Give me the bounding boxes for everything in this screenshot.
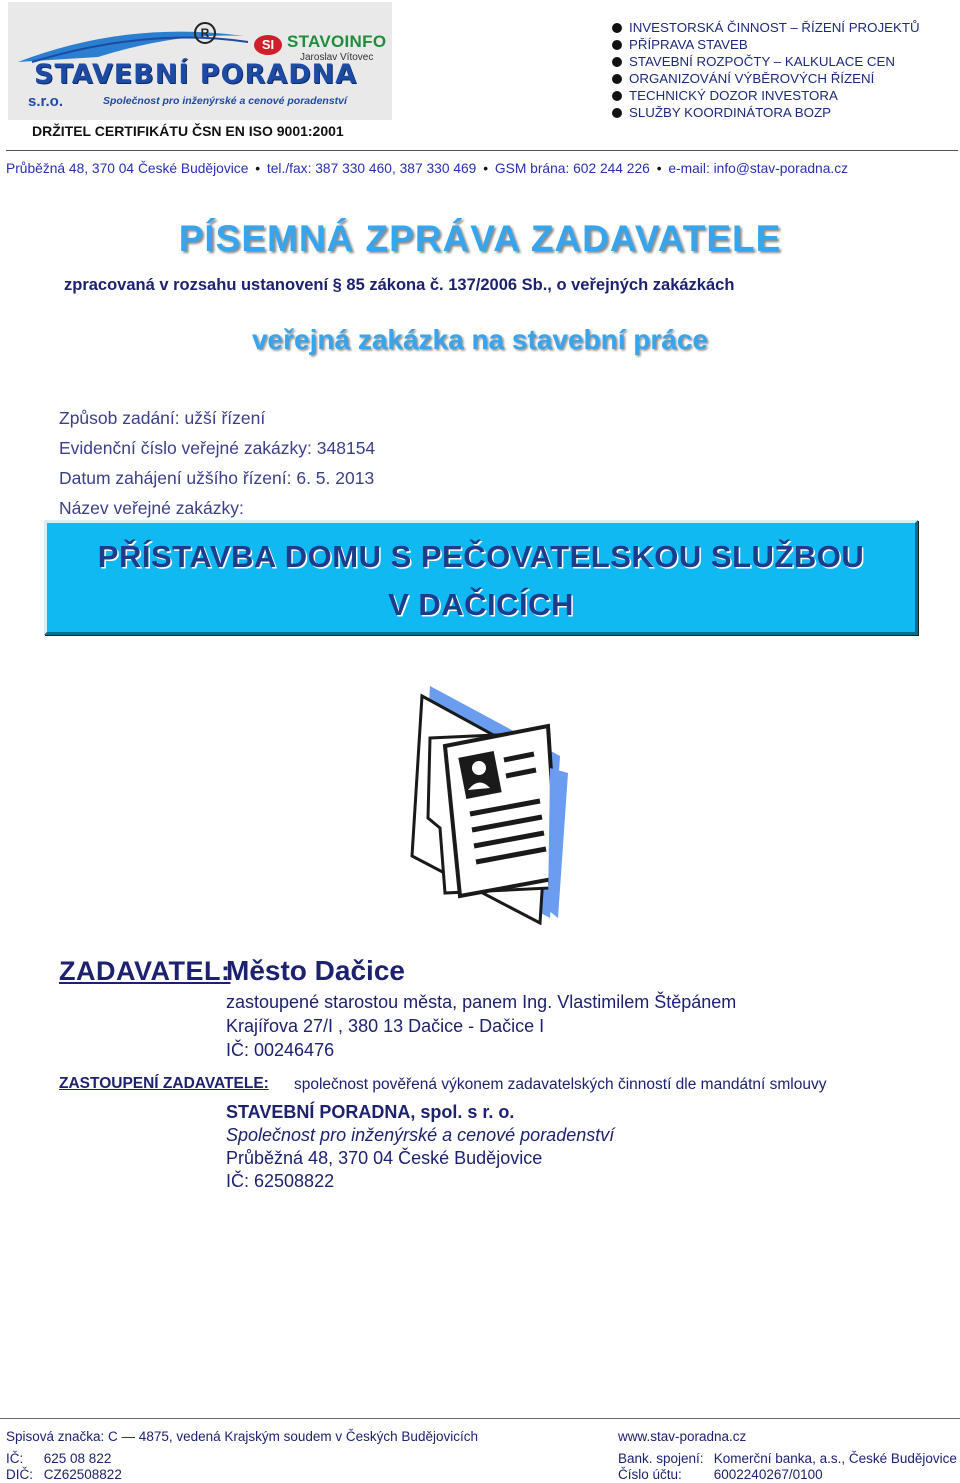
project-name-label: Název veřejné zakázky: [59,498,244,518]
stavoinfo-person: Jaroslav Vítovec [300,52,374,63]
bullet-separator: • [255,161,261,176]
bullet-separator: • [483,161,489,176]
document-stack-icon [412,686,568,923]
contact-phone: tel./fax: 387 330 460, 387 330 469 [266,161,477,176]
project-name-line2: V DAČICÍCH [388,587,574,622]
client-details [226,990,736,1062]
client-representative: zastoupené starostou města, panem Ing. Vlastimilem Štěpánem [226,992,737,1012]
procedure-type: Způsob zadání: užší řízení [59,408,266,428]
representative-label: ZASTOUPENÍ ZADAVATELE: [59,1075,269,1092]
start-date: Datum zahájení užšího řízení: 6. 5. 2013 [59,468,375,488]
footer-dic-value: CZ62508822 [43,1467,122,1482]
service-item: PŘÍPRAVA STAVEB [612,36,920,53]
contact-address: Průběžná 48, 370 04 České Budějovice [6,161,249,176]
service-item: INVESTORSKÁ ČINNOST – ŘÍZENÍ PROJEKTŮ [612,19,920,36]
representative-description: společnost pověřená výkonem zadavatelských činností dle mandátní smlouvy [294,1076,827,1093]
footer-registry: Spisová značka: C — 4875, vedená Krajským soudem v Českých Budějovicích [6,1429,478,1444]
service-item: ORGANIZOVÁNÍ VÝBĚROVÝCH ŘÍZENÍ [612,70,920,87]
service-item: TECHNICKÝ DOZOR INVESTORA [612,87,920,104]
header-divider [6,150,958,151]
footer-bank-label: Bank. spojení: [618,1451,704,1466]
client-name: Město Dačice [226,955,405,986]
company-logo [8,2,392,120]
client-label: ZADAVATEL: [59,956,231,986]
procurement-info [59,403,375,523]
representative-tagline: Společnost pro inženýrské a cenové poradenství [226,1125,615,1145]
contact-gsm: GSM brána: 602 244 226 [494,161,650,176]
footer-account [618,1467,823,1482]
document-subtitle: veřejná zakázka na stavební práce [251,324,709,355]
footer-ic [6,1451,111,1466]
logo-tagline: Společnost pro inženýrské a cenové poradenství [103,95,347,107]
document-title: PÍSEMNÁ ZPRÁVA ZADAVATELE [178,218,782,259]
project-name-banner [44,520,918,635]
footer-account-label: Číslo účtu: [618,1467,682,1482]
logo-brand: STAVEBNÍ PORADNA [34,59,358,90]
services-list [612,19,920,121]
representative-ic: IČ: 62508822 [226,1171,335,1191]
bullet-separator: • [656,161,662,176]
contact-email-link[interactable]: e-mail: info@stav-poradna.cz [668,161,849,176]
logo-legal-form: s.r.o. [28,93,64,110]
service-item: STAVEBNÍ ROZPOČTY – KALKULACE CEN [612,53,920,70]
service-item: SLUŽBY KOORDINÁTORA BOZP [612,104,920,121]
project-name-line1: PŘÍSTAVBA DOMU S PEČOVATELSKOU SLUŽBOU [97,539,865,574]
representative-address: Průběžná 48, 370 04 České Budějovice [226,1148,543,1168]
footer-ic-label: IČ: [6,1451,24,1466]
evidence-number: Evidenční číslo veřejné zakázky: 348154 [59,438,376,458]
registered-mark: R [194,22,216,44]
representative-details [226,1124,614,1193]
client-ic: IČ: 00246476 [226,1040,335,1060]
footer-divider [0,1418,960,1419]
legal-basis: zpracovaná v rozsahu ustanovení § 85 zákona č. 137/2006 Sb., o veřejných zakázkách [64,276,735,294]
representative-company: STAVEBNÍ PORADNA, spol. s r. o. [226,1102,515,1122]
footer-web-link[interactable]: www.stav-poradna.cz [618,1429,747,1444]
client-address: Krajířova 27/I , 380 13 Dačice - Dačice I [226,1016,545,1036]
footer-account-value: 6002240267/0100 [713,1467,823,1482]
footer-bank [618,1451,957,1466]
footer-dic-label: DIČ: [6,1467,33,1482]
contact-line [6,161,848,176]
stavoinfo-name: STAVOINFO [287,32,387,51]
footer-dic [6,1467,122,1482]
footer-ic-value: 625 08 822 [43,1451,112,1466]
certificate-text: DRŽITEL CERTIFIKÁTU ČSN EN ISO 9001:2001 [32,123,344,139]
stavoinfo-badge: SI [254,35,282,55]
footer-bank-value: Komerční banka, a.s., České Budějovice [713,1451,957,1466]
documents-illustration [400,678,600,928]
